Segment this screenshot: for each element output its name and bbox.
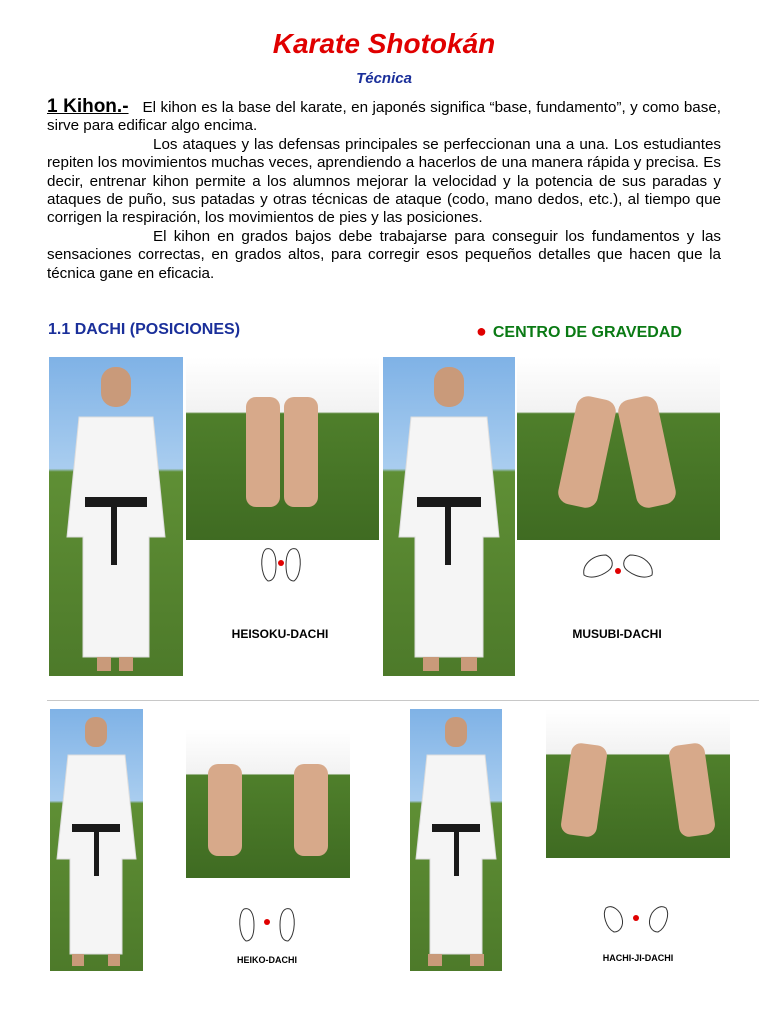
stance-label-hachiji: HACHI-JI-DACHI bbox=[602, 953, 674, 963]
section-heading: 1.1 DACHI (POSICIONES) bbox=[48, 321, 241, 338]
document-title: Karate Shotokán bbox=[272, 28, 496, 59]
feet-open-icon bbox=[600, 902, 672, 938]
stance-label-heisoku: HEISOKU-DACHI bbox=[231, 627, 329, 641]
section-divider bbox=[47, 700, 759, 701]
intro-paragraph-3: El kihon en grados bajos debe trabajarse para conseguir los fundamentos y las sensaciones correctas, en grados altos, para corregir esos pequeños detalles que hacen que la técnica gane en eficacia. bbox=[47, 227, 721, 282]
intro-paragraph-1 bbox=[47, 98, 721, 136]
musubi-feet-photo bbox=[517, 357, 720, 540]
heisoku-feet-photo bbox=[186, 357, 379, 540]
stance-label-musubi: MUSUBI-DACHI bbox=[572, 627, 662, 641]
feet-parallel-icon bbox=[236, 905, 298, 945]
feet-heels-together-icon bbox=[578, 545, 658, 585]
feet-together-icon bbox=[256, 545, 306, 585]
document-subtitle: Técnica bbox=[356, 70, 412, 87]
musubi-full-body-photo bbox=[383, 357, 515, 676]
hachiji-feet-photo bbox=[546, 709, 730, 858]
intro-text bbox=[47, 98, 721, 283]
intro-p1: El kihon es la base del karate, en japonés significa “base, fundamento”, y como base, sirve para edificar algo encima. bbox=[47, 99, 721, 135]
stance-label-heiko: HEIKO-DACHI bbox=[237, 955, 297, 965]
gravity-legend-label: CENTRO DE GRAVEDAD bbox=[492, 324, 682, 341]
kihon-heading: 1 Kihon.- bbox=[47, 96, 129, 117]
hachiji-full-body-photo bbox=[410, 709, 502, 971]
gravity-dot-icon: ● bbox=[476, 321, 487, 341]
intro-paragraph-2: Los ataques y las defensas principales se perfeccionan una a una. Los estudiantes repiten los movimientos muchas veces, aprendiendo a hacerlos de una manera rápida y precisa. Es decir, entrenar kihon permite a los alumnos mejorar la velocidad y la potencia de sus paradas y ataques de puño, sus patadas y otras técnicas de ataque (codo, mano dedos, etc.), al tiempo que corrigen la respiración, los movimientos de pies y las posiciones. bbox=[47, 135, 721, 227]
heiko-full-body-photo bbox=[50, 709, 143, 971]
heiko-feet-photo bbox=[186, 729, 350, 878]
heisoku-full-body-photo bbox=[49, 357, 183, 676]
gravity-legend bbox=[476, 321, 682, 342]
